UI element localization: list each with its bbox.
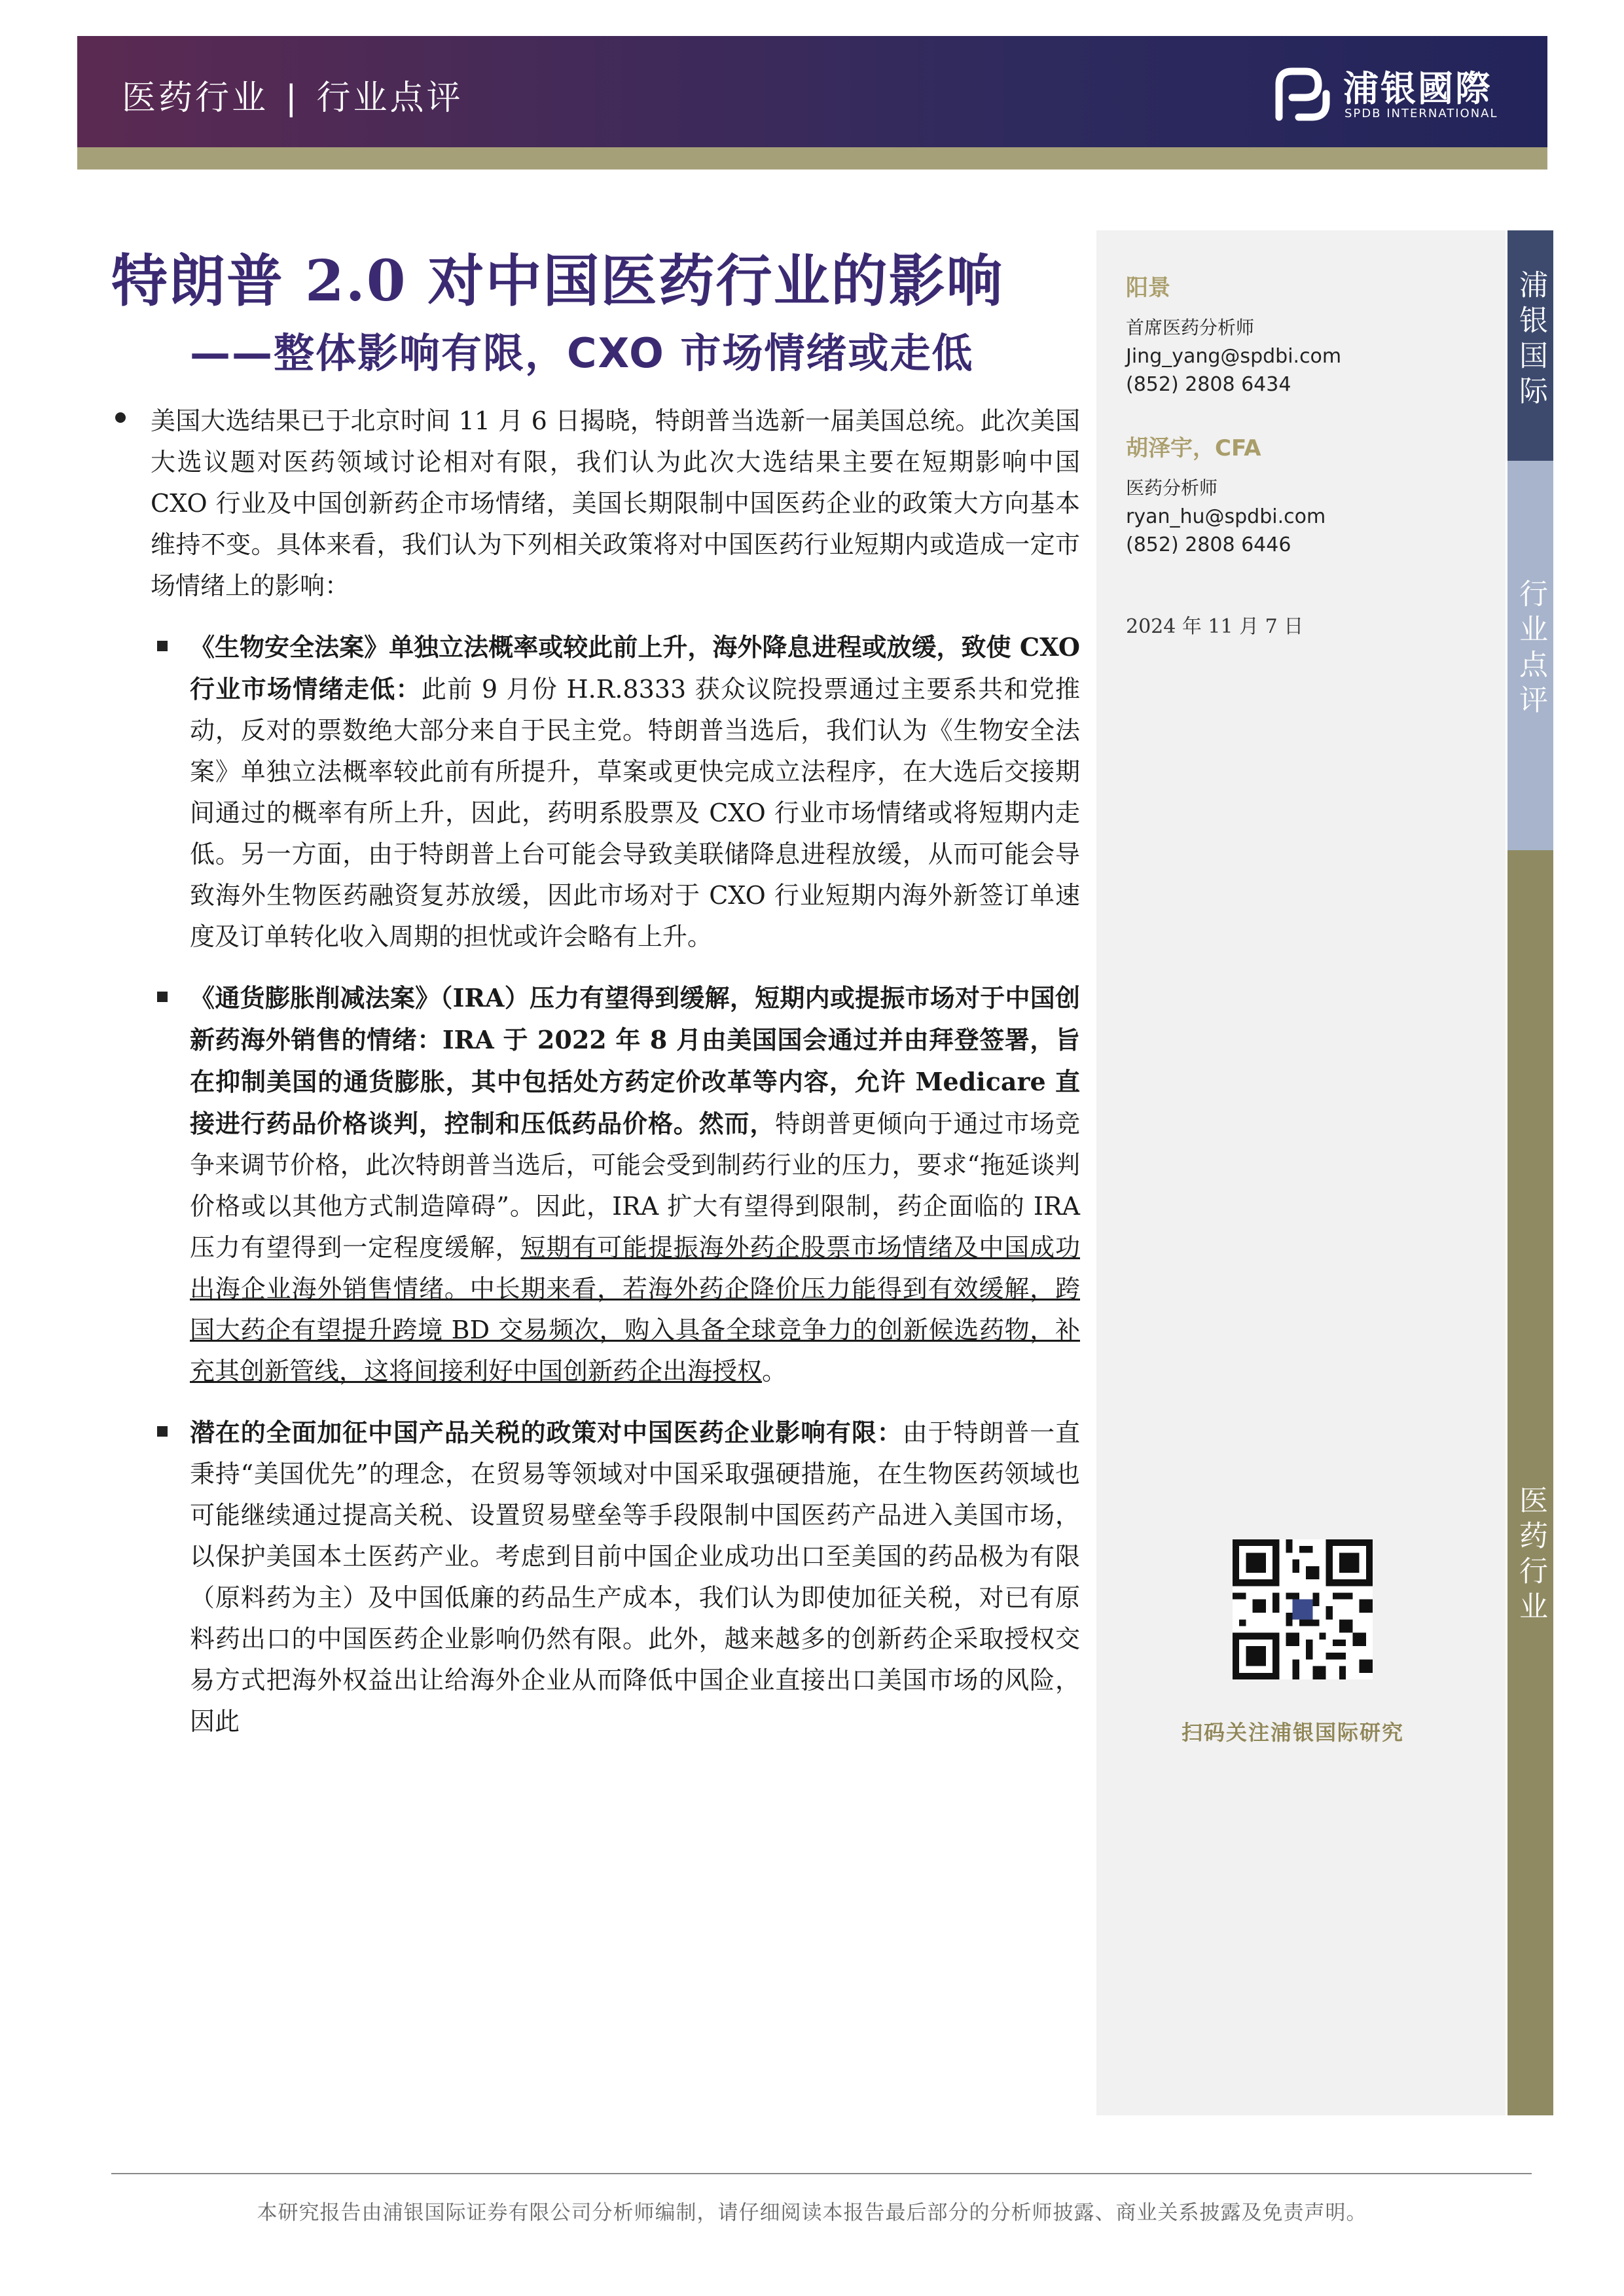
point-tariff [111,1412,1080,1742]
header-category: 医药行业 [122,79,269,118]
tab-label: 浦银国际 [1514,270,1547,411]
report-body [111,401,1080,1742]
header-strip [77,147,1547,170]
bullet-square-icon [157,992,168,1002]
author-email[interactable]: Jing_yang@spdbi.com [1126,345,1342,368]
logo-text-cn: 浦银國際 [1343,68,1492,109]
author-name: 胡泽宇，CFA [1126,435,1261,461]
footer-divider [111,2173,1532,2174]
author-email[interactable]: ryan_hu@spdbi.com [1126,505,1326,528]
header-banner [77,36,1547,147]
author-phone: (852) 2808 6434 [1126,373,1291,396]
tab-report-type [1507,461,1553,850]
header-breadcrumb [122,70,463,119]
point-biosecure [111,626,1080,958]
tab-spdbi [1507,230,1553,461]
header-separator: | [285,79,300,118]
logo-text-en: SPDB INTERNATIONAL [1344,107,1498,120]
bullet-dot-icon [115,412,126,423]
author-phone: (852) 2808 6446 [1126,533,1291,556]
author-name: 阳景 [1126,275,1170,301]
tab-industry [1507,850,1553,2115]
report-title: 特朗普 2.0 对中国医药行业的影响 [111,248,1004,314]
point3-heading: 潜在的全面加征中国产品关税的政策对中国医药企业影响有限： [190,1418,903,1447]
report-subtitle: ——整体影响有限，CXO 市场情绪或走低 [190,329,974,377]
tab-label: 行业点评 [1514,579,1547,720]
point1-heading: 《生物安全法案》单独立法概率或较此前上升，海外降息进程或放缓，致使 CXO 行业市场情绪走低： [190,632,1080,704]
point3-text: 由于特朗普一直秉持“美国优先”的理念，在贸易等领域对中国采取强硬措施，在生物医药领域也可能继续通过提高关税、设置贸易壁垒等手段限制中国医药产品进入美国市场，以保护美国本土医药产业。考虑到目前中国企业成功出口至美国的药品极为有限（原料药为主）及中国低廉的药品生产成本，我们认为即使加征关税，对已有原料药出口的中国医药企业影响仍然有限。此外，越来越多的创新药企采取授权交易方式把海外权益出让给海外企业从而降低中国企业直接出口美国市场的风险，因此 [190,1418,1080,1736]
qr-caption: 扫码关注浦银国际研究 [1182,1720,1405,1745]
author-role: 医药分析师 [1126,477,1218,499]
logo-mark-icon [1272,65,1331,124]
point2-text: 特朗普更倾向于通过市场竞争来调节价格，此次特朗普当选后，可能会受到制药行业的压力，要求“拖延谈判价格或以其他方式制造障碍”。因此，IRA 扩大有望得到限制，药企面临的 IRA 压力有望得到一定程度缓解， [190,1109,1080,1262]
intro-text: 美国大选结果已于北京时间 11 月 6 日揭晓，特朗普当选新一届美国总统。此次美国大选议题对医药领域讨论相对有限，我们认为此次大选结果主要在短期影响中国 CXO 行业及中国创新药企市场情绪，美国长期限制中国医药企业的政策大方向基本维持不变。具体来看，我们认为下列相关政策将对中国医药行业短期内或造成一定市场情绪上的影响： [151,406,1080,600]
qr-code-icon[interactable] [1233,1539,1373,1679]
point2-heading: 《通货膨胀削减法案》（IRA）压力有望得到缓解，短期内或提振市场对于中国创新药海外销售的情绪：IRA 于 2022 年 8 月由美国国会通过并由拜登签署，旨在抑制美国的通货膨胀，其中包括处方药定价改革等内容，允许 Medicare 直接进行药品价格谈判，控制和压低药品价格。然而， [190,983,1080,1138]
report-date: 2024 年 11 月 7 日 [1126,615,1304,638]
author-block [1126,270,1341,396]
point1-text: 此前 9 月份 H.R.8333 获众议院投票通过主要系共和党推动，反对的票数绝大部分来自于民主党。特朗普当选后，我们认为《生物安全法案》单独立法概率较此前有所提升，草案或更快完成立法程序，在大选后交接期间通过的概率有所上升，因此，药明系股票及 CXO 行业市场情绪或将短期内走低。另一方面，由于特朗普上台可能会导致美联储降息进程放缓，从而可能会导致海外生物医药融资复苏放缓，因此市场对于 CXO 行业短期内海外新签订单速度及订单转化收入周期的担忧或许会略有上升。 [190,675,1080,951]
intro-paragraph [111,401,1080,607]
author-block [1126,430,1326,556]
footer-disclaimer: 本研究报告由浦银国际证券有限公司分析师编制，请仔细阅读本报告最后部分的分析师披露、商业关系披露及免责声明。 [257,2201,1367,2225]
tab-label: 医药行业 [1514,1485,1547,1626]
point2-underlined-text: 短期有可能提振海外药企股票市场情绪及中国成功出海企业海外销售情绪。中长期来看，若海外药企降价压力能得到有效缓解，跨国大药企有望提升跨境 BD 交易频次，购入具备全球竞争力的创新候选药物，补充其创新管线，这将间接利好中国创新药企出海授权 [190,1233,1080,1386]
author-role: 首席医药分析师 [1126,317,1255,338]
bullet-square-icon [157,1426,168,1437]
sidebar [1096,230,1506,2115]
point-ira [111,977,1080,1392]
bullet-square-icon [157,641,168,651]
point2-end: 。 [762,1357,787,1386]
company-logo [1272,61,1508,126]
header-report-type: 行业点评 [316,79,463,118]
